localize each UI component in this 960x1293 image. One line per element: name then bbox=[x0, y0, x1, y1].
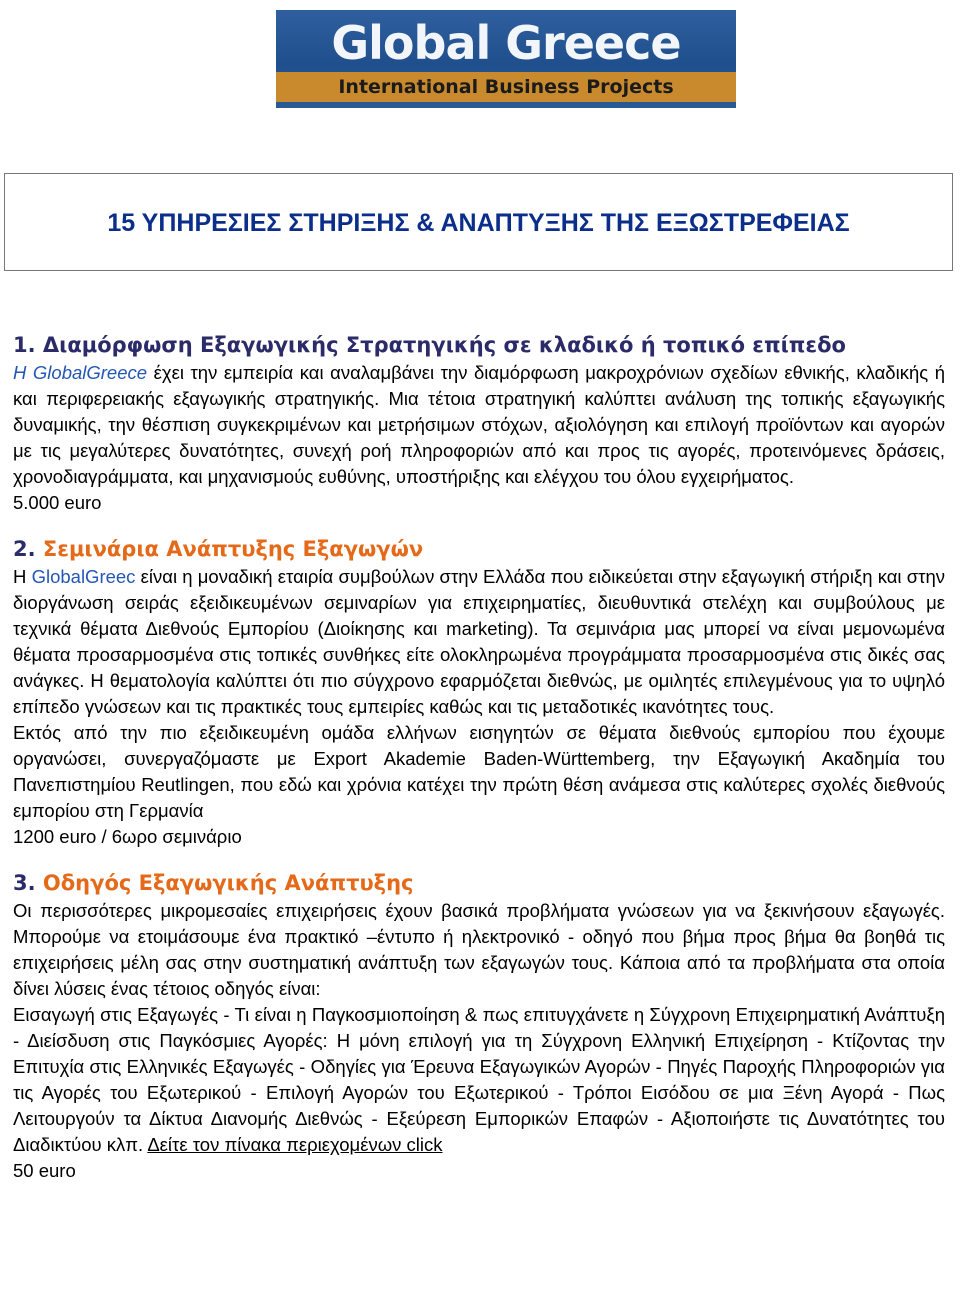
title-box bbox=[4, 173, 953, 271]
table-of-contents-link[interactable]: Δείτε τον πίνακα περιεχομένων click bbox=[147, 1134, 443, 1155]
logo-subtitle: International Business Projects bbox=[338, 76, 674, 98]
section-3-heading bbox=[13, 868, 945, 898]
section-2-text-1: είναι η μοναδική εταιρία συμβούλων στην Ελλάδα που ειδικεύεται στην εξαγωγική στήριξη και στην διοργάνωση σειράς εξειδικευμένων σεμιναρίων για επιχειρηματίες, διευθυντικά στελέχη και συμβούλους με τεχνικά θέματα Διεθνούς Εμπορίου (Διοίκησης και marketing). Τα σεμινάρια μας μπορεί να είναι μεμονωμένα θέματα προσαρμοσμένα στις τοπικές συνθήκες είτε ολοκληρωμένα προγράμματα προσαρμοσμένα στις δικές σας ανάγκες. Η θεματολογία καλύπτει ότι πιο σύγχρονο εφαρμόζεται διεθνώς, με ομιλητές επιλεγμένους για το υψηλό επίπεδο γνώσεων και τις πρακτικές τους εμπειρίες καθώς και τις μεταδοτικές ικανότητες τους. bbox=[13, 566, 946, 717]
spacer bbox=[13, 850, 945, 868]
section-2-body-2: Εκτός από την πιο εξειδικευμένη ομάδα ελλήνων εισηγητών σε θέματα διεθνούς εμπορίου που έχουμε οργανώσει, συνεργαζόμαστε με Export Akademie Baden-Württemberg, την Εξαγωγική Ακαδημία του Πανεπιστημίου Reutlingen, που εδώ και χρόνια κατέχει την πρώτη θέση ανάμεσα στις καλύτερες σχολές διεθνούς εμπορίου στη Γερμανία bbox=[13, 722, 945, 821]
section-3-topics: Εισαγωγή στις Εξαγωγές - Τι είναι η Παγκοσμιοποίηση & πως επιτυγχάνετε η Σύγχρονη Επιχειρηματική Ανάπτυξη - Διείσδυση στις Παγκόσμιες Αγορές: Η μόνη επιλογή για τη Σύγχρονη Ελληνική Επιχείρηση - Κτίζοντας την Επιτυχία στις Ελληνικές Εξαγωγές - Οδηγίες για Έρευνα Εξαγωγικών Αγορών - Πηγές Παροχής Πληροφοριών για τις Αγορές του Εξωτερικού - Επιλογή Αγορών του Εξωτερικού - Τρόποι Εισόδου σε μια Ξένη Αγορά - Πως Λειτουργούν τα Δίκτυα Διανομής Διεθνώς - Εξεύρεση Εμπορικών Επαφών - Αξιοποιήστε τις Δυνατότητες του Διαδικτύου κλπ. bbox=[13, 1004, 945, 1155]
section-1-heading bbox=[13, 330, 945, 360]
global-greece-logo bbox=[276, 10, 736, 108]
section-3-number: 3. bbox=[13, 871, 36, 895]
section-3-body-2 bbox=[13, 1002, 945, 1158]
section-2-number: 2. bbox=[13, 537, 36, 561]
section-2-price: 1200 euro / 6ωρο σεμινάριο bbox=[13, 826, 242, 847]
main-content bbox=[13, 330, 945, 1184]
section-1-brand: Η GlobalGreece bbox=[13, 362, 148, 383]
section-2-brand: GlobalGreec bbox=[31, 566, 136, 587]
section-2-heading bbox=[13, 534, 945, 564]
section-2-prefix: Η bbox=[13, 566, 32, 587]
section-1-text: έχει την εμπειρία και αναλαμβάνει την διαμόρφωση μακροχρόνιων σχεδίων εθνικής, κλαδικής ή και περιφερειακής εξαγωγικής στρατηγικής. Μια τέτοια στρατηγική καλύπτει ανάλυση της τοπικής εξαγωγικής δυναμικής, την θέσπιση συγκεκριμένων και μετρήσιμων στόχων, αξιολόγηση και επιλογή προϊόντων και αγορών με τις μεγαλύτερες δυνατότητες, συνεχή ροή πληροφοριών από και προς τις αγορές, προτεινόμενες δράσεις, χρονοδιαγράμματα, και μηχανισμούς ευθύνης, υποστήριξης και ελέγχου του όλου εγχειρήματος. bbox=[13, 362, 945, 487]
section-2-title: Σεμινάρια Ανάπτυξης Εξαγωγών bbox=[42, 537, 424, 561]
section-1-price: 5.000 euro bbox=[13, 492, 102, 513]
section-3-body-1: Οι περισσότερες μικρομεσαίες επιχειρήσεις έχουν βασικά προβλήματα γνώσεων για να ξεκινήσουν εξαγωγές. Μπορούμε να ετοιμάσουμε ένα πρακτικό –έντυπο ή ηλεκτρονικό - οδηγό που βήμα προς βήμα θα βοηθά τις επιχειρήσεις μέλη σας στην συστηματική ανάπτυξη των εξαγωγών τους. Κάποια από τα προβλήματα στα οποία δίνει λύσεις ένας τέτοιος οδηγός είναι: bbox=[13, 900, 945, 999]
section-1-body bbox=[13, 360, 945, 490]
section-3-price: 50 euro bbox=[13, 1160, 76, 1181]
section-3-title: Οδηγός Εξαγωγικής Ανάπτυξης bbox=[42, 871, 414, 895]
section-1-number: 1. bbox=[13, 333, 36, 357]
section-2-body-1 bbox=[13, 564, 945, 720]
page-title: 15 ΥΠΗΡΕΣΙΕΣ ΣΤΗΡΙΞΗΣ & ΑΝΑΠΤΥΞΗΣ ΤΗΣ ΕΞΩΣΤΡΕΦΕΙΑΣ bbox=[107, 209, 850, 237]
logo-title: Global Greece bbox=[331, 16, 681, 70]
section-1-title: Διαμόρφωση Εξαγωγικής Στρατηγικής σε κλαδικό ή τοπικό επίπεδο bbox=[42, 333, 846, 357]
spacer bbox=[13, 516, 945, 534]
